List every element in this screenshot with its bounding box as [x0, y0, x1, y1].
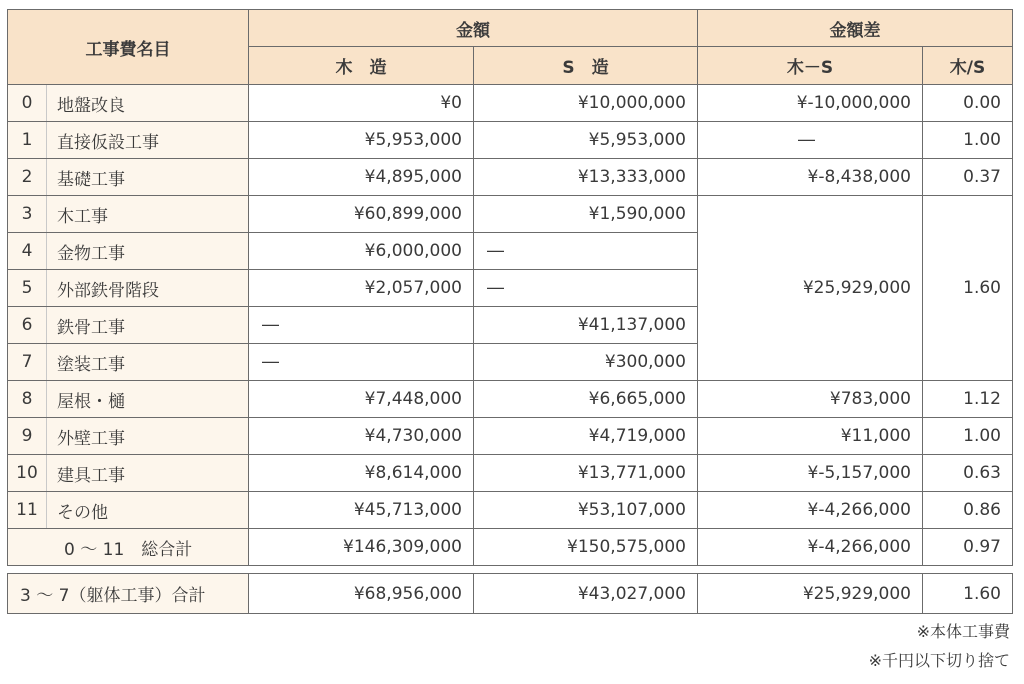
- row-number: 6: [8, 307, 47, 344]
- structure-subtotal-table: [7, 573, 1013, 614]
- table-row: [8, 418, 1013, 455]
- wood-amount: ¥7,448,000: [249, 381, 474, 418]
- row-name: 外部鉄骨階段: [47, 270, 249, 307]
- row-number: 2: [8, 159, 47, 196]
- diff-amount: ¥-8,438,000: [698, 159, 923, 196]
- ratio-value: 1.00: [923, 122, 1013, 159]
- steel-amount: ¥53,107,000: [474, 492, 698, 529]
- header-ratio: 木/S: [923, 47, 1013, 85]
- row-name: 木工事: [47, 196, 249, 233]
- subtotal-diff-amount: ¥25,929,000: [698, 574, 923, 614]
- diff-amount: ¥783,000: [698, 381, 923, 418]
- wood-amount: ¥6,000,000: [249, 233, 474, 270]
- ratio-value: 0.86: [923, 492, 1013, 529]
- wood-amount: ¥45,713,000: [249, 492, 474, 529]
- row-number: 7: [8, 344, 47, 381]
- diff-amount: ¥-10,000,000: [698, 85, 923, 122]
- subtotal-row: [8, 574, 1013, 614]
- table-row: [8, 196, 1013, 233]
- diff-amount: ¥11,000: [698, 418, 923, 455]
- row-number: 11: [8, 492, 47, 529]
- steel-amount: ¥300,000: [474, 344, 698, 381]
- steel-amount: ¥4,719,000: [474, 418, 698, 455]
- ratio-value: 1.00: [923, 418, 1013, 455]
- total-diff-amount: ¥-4,266,000: [698, 529, 923, 566]
- cost-comparison-table: [7, 9, 1013, 566]
- ratio-value: 1.12: [923, 381, 1013, 418]
- total-wood-amount: ¥146,309,000: [249, 529, 474, 566]
- steel-amount: ¥13,333,000: [474, 159, 698, 196]
- row-name: 屋根・樋: [47, 381, 249, 418]
- wood-amount: ¥2,057,000: [249, 270, 474, 307]
- row-number: 3: [8, 196, 47, 233]
- subtotal-label: 3 ～ 7（躯体工事）合計: [8, 574, 249, 614]
- table-row: [8, 159, 1013, 196]
- total-steel-amount: ¥150,575,000: [474, 529, 698, 566]
- wood-amount: ¥5,953,000: [249, 122, 474, 159]
- ratio-value: 0.37: [923, 159, 1013, 196]
- total-label: 0 ～ 11 総合計: [8, 529, 249, 566]
- row-name: 外壁工事: [47, 418, 249, 455]
- footnote: ※千円以下切り捨て: [868, 651, 1010, 670]
- row-name: 塗装工事: [47, 344, 249, 381]
- steel-amount: ¥10,000,000: [474, 85, 698, 122]
- ratio-value: 0.00: [923, 85, 1013, 122]
- header-steel: S 造: [474, 47, 698, 85]
- wood-amount: ¥0: [249, 85, 474, 122]
- steel-amount: ¥1,590,000: [474, 196, 698, 233]
- row-number: 10: [8, 455, 47, 492]
- steel-amount: ¥41,137,000: [474, 307, 698, 344]
- row-name: 建具工事: [47, 455, 249, 492]
- header-amount-diff: 金額差: [698, 10, 1013, 47]
- row-number: 5: [8, 270, 47, 307]
- steel-amount: ―: [474, 270, 698, 307]
- total-row: [8, 529, 1013, 566]
- row-name: 地盤改良: [47, 85, 249, 122]
- header-wood: 木 造: [249, 47, 474, 85]
- table-row: [8, 381, 1013, 418]
- footnote: ※本体工事費: [916, 622, 1010, 641]
- row-number: 1: [8, 122, 47, 159]
- subtotal-wood-amount: ¥68,956,000: [249, 574, 474, 614]
- row-number: 8: [8, 381, 47, 418]
- subtotal-steel-amount: ¥43,027,000: [474, 574, 698, 614]
- steel-amount: ¥5,953,000: [474, 122, 698, 159]
- footnotes: [869, 617, 1010, 675]
- wood-amount: ―: [249, 344, 474, 381]
- diff-amount: ¥-4,266,000: [698, 492, 923, 529]
- steel-amount: ¥6,665,000: [474, 381, 698, 418]
- row-name: 金物工事: [47, 233, 249, 270]
- diff-amount: ―: [698, 122, 923, 159]
- header-amount: 金額: [249, 10, 698, 47]
- wood-amount: ¥4,895,000: [249, 159, 474, 196]
- row-name: その他: [47, 492, 249, 529]
- steel-amount: ―: [474, 233, 698, 270]
- total-ratio-value: 0.97: [923, 529, 1013, 566]
- row-name: 鉄骨工事: [47, 307, 249, 344]
- header-item-name: 工事費名目: [8, 10, 249, 85]
- table-row: [8, 455, 1013, 492]
- diff-amount: ¥-5,157,000: [698, 455, 923, 492]
- table-row: [8, 122, 1013, 159]
- row-name: 基礎工事: [47, 159, 249, 196]
- table-row: [8, 85, 1013, 122]
- row-name: 直接仮設工事: [47, 122, 249, 159]
- wood-amount: ¥60,899,000: [249, 196, 474, 233]
- merged-diff-amount: ¥25,929,000: [698, 196, 923, 381]
- wood-amount: ¥8,614,000: [249, 455, 474, 492]
- merged-ratio-value: 1.60: [923, 196, 1013, 381]
- header-diff: 木－S: [698, 47, 923, 85]
- ratio-value: 0.63: [923, 455, 1013, 492]
- wood-amount: ¥4,730,000: [249, 418, 474, 455]
- row-number: 0: [8, 85, 47, 122]
- steel-amount: ¥13,771,000: [474, 455, 698, 492]
- row-number: 4: [8, 233, 47, 270]
- subtotal-ratio-value: 1.60: [923, 574, 1013, 614]
- row-number: 9: [8, 418, 47, 455]
- table-row: [8, 492, 1013, 529]
- wood-amount: ―: [249, 307, 474, 344]
